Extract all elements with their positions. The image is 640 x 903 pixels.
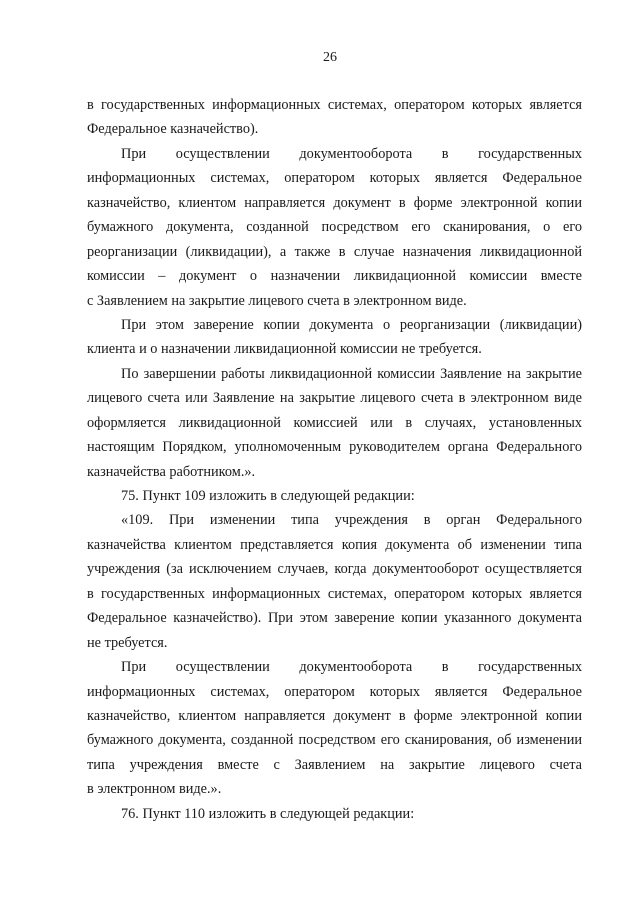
text-line: клиента и о назначении ликвидационной комиссии не требуется. (87, 341, 482, 358)
text-line: бумажного документа, созданной посредством его сканирования, об изменении (87, 732, 582, 749)
text-line: не требуется. (87, 634, 168, 651)
text-line: казначейства клиентом представляется копия документа об изменении типа (87, 536, 582, 553)
page-number: 26 (323, 50, 337, 65)
text-line: При осуществлении документооборота в государственных (121, 659, 582, 676)
text-line: комиссии – документ о назначении ликвидационной комиссии вместе (87, 268, 582, 285)
text-line: казначейства работником.». (87, 463, 256, 480)
text-line: 76. Пункт 110 изложить в следующей редакции: (121, 805, 415, 822)
text-line: лицевого счета или Заявление на закрытие лицевого счета в электронном виде (87, 390, 582, 407)
text-line: казначейство, клиентом направляется документ в форме электронной копии (87, 707, 582, 724)
text-line: реорганизации (ликвидации), а также в случае назначения ликвидационной (87, 243, 582, 260)
text-line: в государственных информационных системах, оператором которых является (87, 585, 582, 602)
document-body (87, 93, 582, 826)
text-line: «109. При изменении типа учреждения в орган Федерального (121, 512, 582, 529)
text-line: При осуществлении документооборота в государственных (121, 145, 582, 162)
text-line: типа учреждения вместе с Заявлением на закрытие лицевого счета (87, 756, 582, 773)
text-line: с Заявлением на закрытие лицевого счета в электронном виде. (87, 292, 467, 309)
text-line: в электронном виде.». (87, 781, 222, 798)
text-line: бумажного документа, созданной посредством его сканирования, о его (87, 219, 582, 236)
text-line: настоящим Порядком, уполномоченным руководителем органа Федерального (87, 439, 582, 456)
text-line: оформляется ликвидационной комиссией или в случаях, установленных (87, 414, 582, 431)
text-line: информационных системах, оператором которых является Федеральное (87, 683, 582, 700)
text-line: Федеральное казначейство). При этом заверение копии указанного документа (87, 610, 582, 627)
text-line: 75. Пункт 109 изложить в следующей редакции: (121, 488, 415, 504)
text-line: казначейство, клиентом направляется документ в форме электронной копии (87, 194, 582, 211)
text-line: По завершении работы ликвидационной комиссии Заявление на закрытие (121, 365, 582, 382)
text-line: При этом заверение копии документа о реорганизации (ликвидации) (121, 316, 582, 333)
text-line: Федеральное казначейство). (87, 121, 259, 138)
text-line: в государственных информационных системах, оператором которых является (87, 97, 582, 113)
text-line: учреждения (за исключением случаев, когда документооборот осуществляется (87, 561, 582, 578)
text-line: информационных системах, оператором которых является Федеральное (87, 170, 582, 187)
